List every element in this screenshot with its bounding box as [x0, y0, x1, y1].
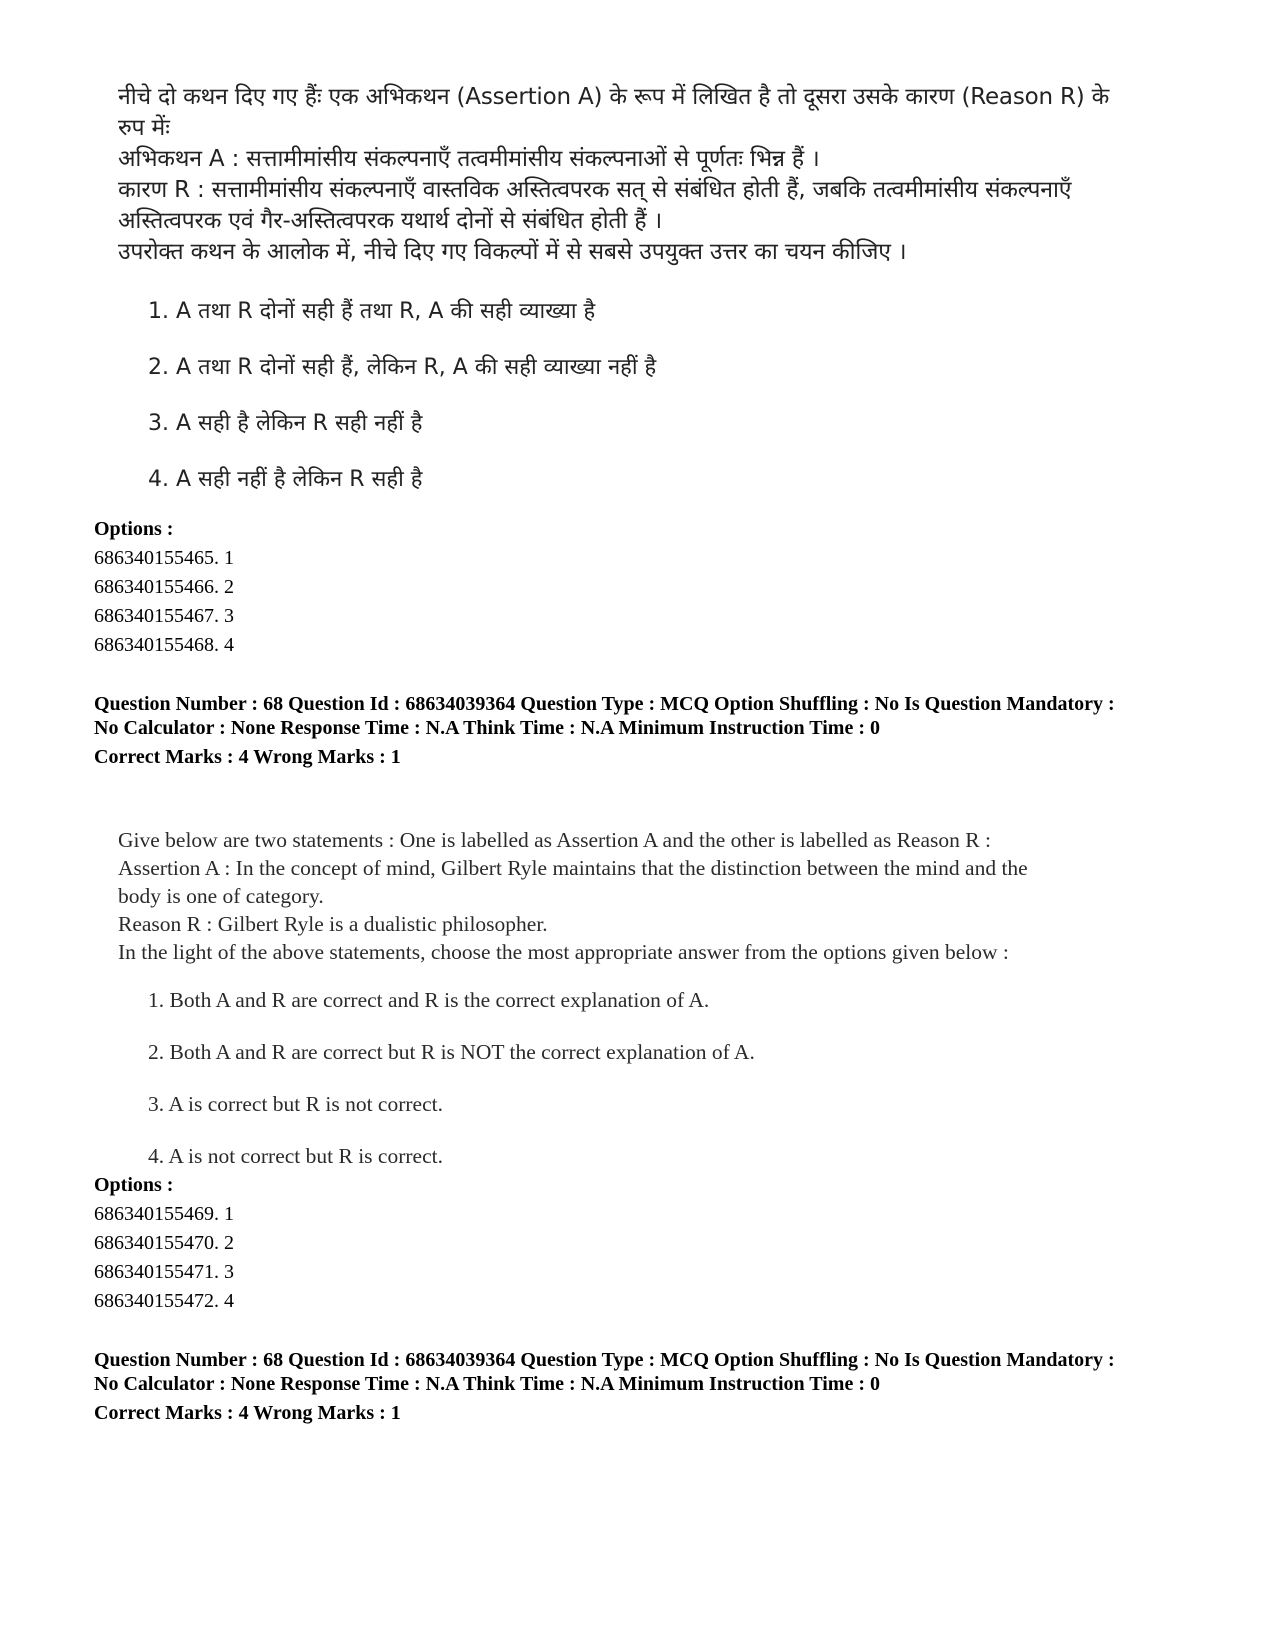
options-title: Options :: [94, 1174, 174, 1196]
english-assertion: Assertion A : In the concept of mind, Gilbert Ryle maintains that the distinction between the mind and the: [118, 856, 1028, 880]
option-id-line: 686340155469. 1: [94, 1203, 234, 1225]
option-id-line: 686340155471. 3: [94, 1261, 234, 1283]
question-meta-2: [94, 1348, 1244, 1425]
english-question-statements: [118, 826, 1198, 966]
question-marks-line: Correct Marks : 4 Wrong Marks : 1: [94, 1402, 401, 1424]
hindi-option-4: 4. A सही नहीं है लेकिन R सही है: [148, 467, 423, 492]
english-assertion-continued: body is one of category.: [118, 884, 324, 908]
question-marks-line: Correct Marks : 4 Wrong Marks : 1: [94, 746, 401, 768]
english-option-1: 1. Both A and R are correct and R is the correct explanation of A.: [148, 988, 710, 1012]
hindi-option-1: 1. A तथा R दोनों सही हैं तथा R, A की सही व्याख्या है: [148, 299, 596, 324]
hindi-assertion: अभिकथन A : सत्तामीमांसीय संकल्पनाएँ तत्वमीमांसीय संकल्पनाओं से पूर्णतः भिन्न हैं ।: [118, 146, 820, 172]
options-section-2: [94, 1171, 234, 1316]
hindi-reason: कारण R : सत्तामीमांसीय संकल्पनाएँ वास्तविक अस्तित्वपरक सत् से संबंधित होती हैं, जबकि तत्वमीमांसीय संकल्पनाएँ: [118, 177, 1072, 203]
question-meta-1: [94, 692, 1244, 769]
question-meta-line: Question Number : 68 Question Id : 68634039364 Question Type : MCQ Option Shuffling : No Is Question Mandatory :: [94, 1349, 1115, 1371]
english-option-2: 2. Both A and R are correct but R is NOT the correct explanation of A.: [148, 1040, 755, 1064]
hindi-option-2: 2. A तथा R दोनों सही हैं, लेकिन R, A की सही व्याख्या नहीं है: [148, 355, 657, 380]
hindi-option-3: 3. A सही है लेकिन R सही नहीं है: [148, 411, 423, 436]
english-option-4: 4. A is not correct but R is correct.: [148, 1144, 443, 1168]
hindi-question-statements: [118, 82, 1168, 268]
english-reason: Reason R : Gilbert Ryle is a dualistic philosopher.: [118, 912, 548, 936]
question-meta-line: Question Number : 68 Question Id : 68634039364 Question Type : MCQ Option Shuffling : No Is Question Mandatory :: [94, 693, 1115, 715]
question-meta-line: No Calculator : None Response Time : N.A Think Time : N.A Minimum Instruction Time : 0: [94, 717, 880, 739]
hindi-statement-line: नीचे दो कथन दिए गए हैंः एक अभिकथन (Assertion A) के रूप में लिखित है तो दूसरा उसके कारण (Reason R) के: [118, 84, 1110, 110]
option-id-line: 686340155472. 4: [94, 1290, 234, 1312]
option-id-line: 686340155468. 4: [94, 634, 234, 656]
options-title: Options :: [94, 518, 174, 540]
hindi-instruction: उपरोक्त कथन के आलोक में, नीचे दिए गए विकल्पों में से सबसे उपयुक्त उत्तर का चयन कीजिए ।: [118, 239, 907, 265]
english-option-3: 3. A is correct but R is not correct.: [148, 1092, 443, 1116]
hindi-statement-line: रुप मेंः: [118, 115, 170, 141]
hindi-reason-continued: अस्तित्वपरक एवं गैर-अस्तित्वपरक यथार्थ दोनों से संबंधित होती हैं ।: [118, 208, 662, 234]
english-statement-line: Give below are two statements : One is labelled as Assertion A and the other is labelled as Reason R :: [118, 828, 991, 852]
option-id-line: 686340155465. 1: [94, 547, 234, 569]
option-id-line: 686340155470. 2: [94, 1232, 234, 1254]
question-meta-line: No Calculator : None Response Time : N.A Think Time : N.A Minimum Instruction Time : 0: [94, 1373, 880, 1395]
options-section-1: [94, 515, 234, 660]
english-instruction: In the light of the above statements, choose the most appropriate answer from the options given below :: [118, 940, 1009, 964]
option-id-line: 686340155467. 3: [94, 605, 234, 627]
option-id-line: 686340155466. 2: [94, 576, 234, 598]
